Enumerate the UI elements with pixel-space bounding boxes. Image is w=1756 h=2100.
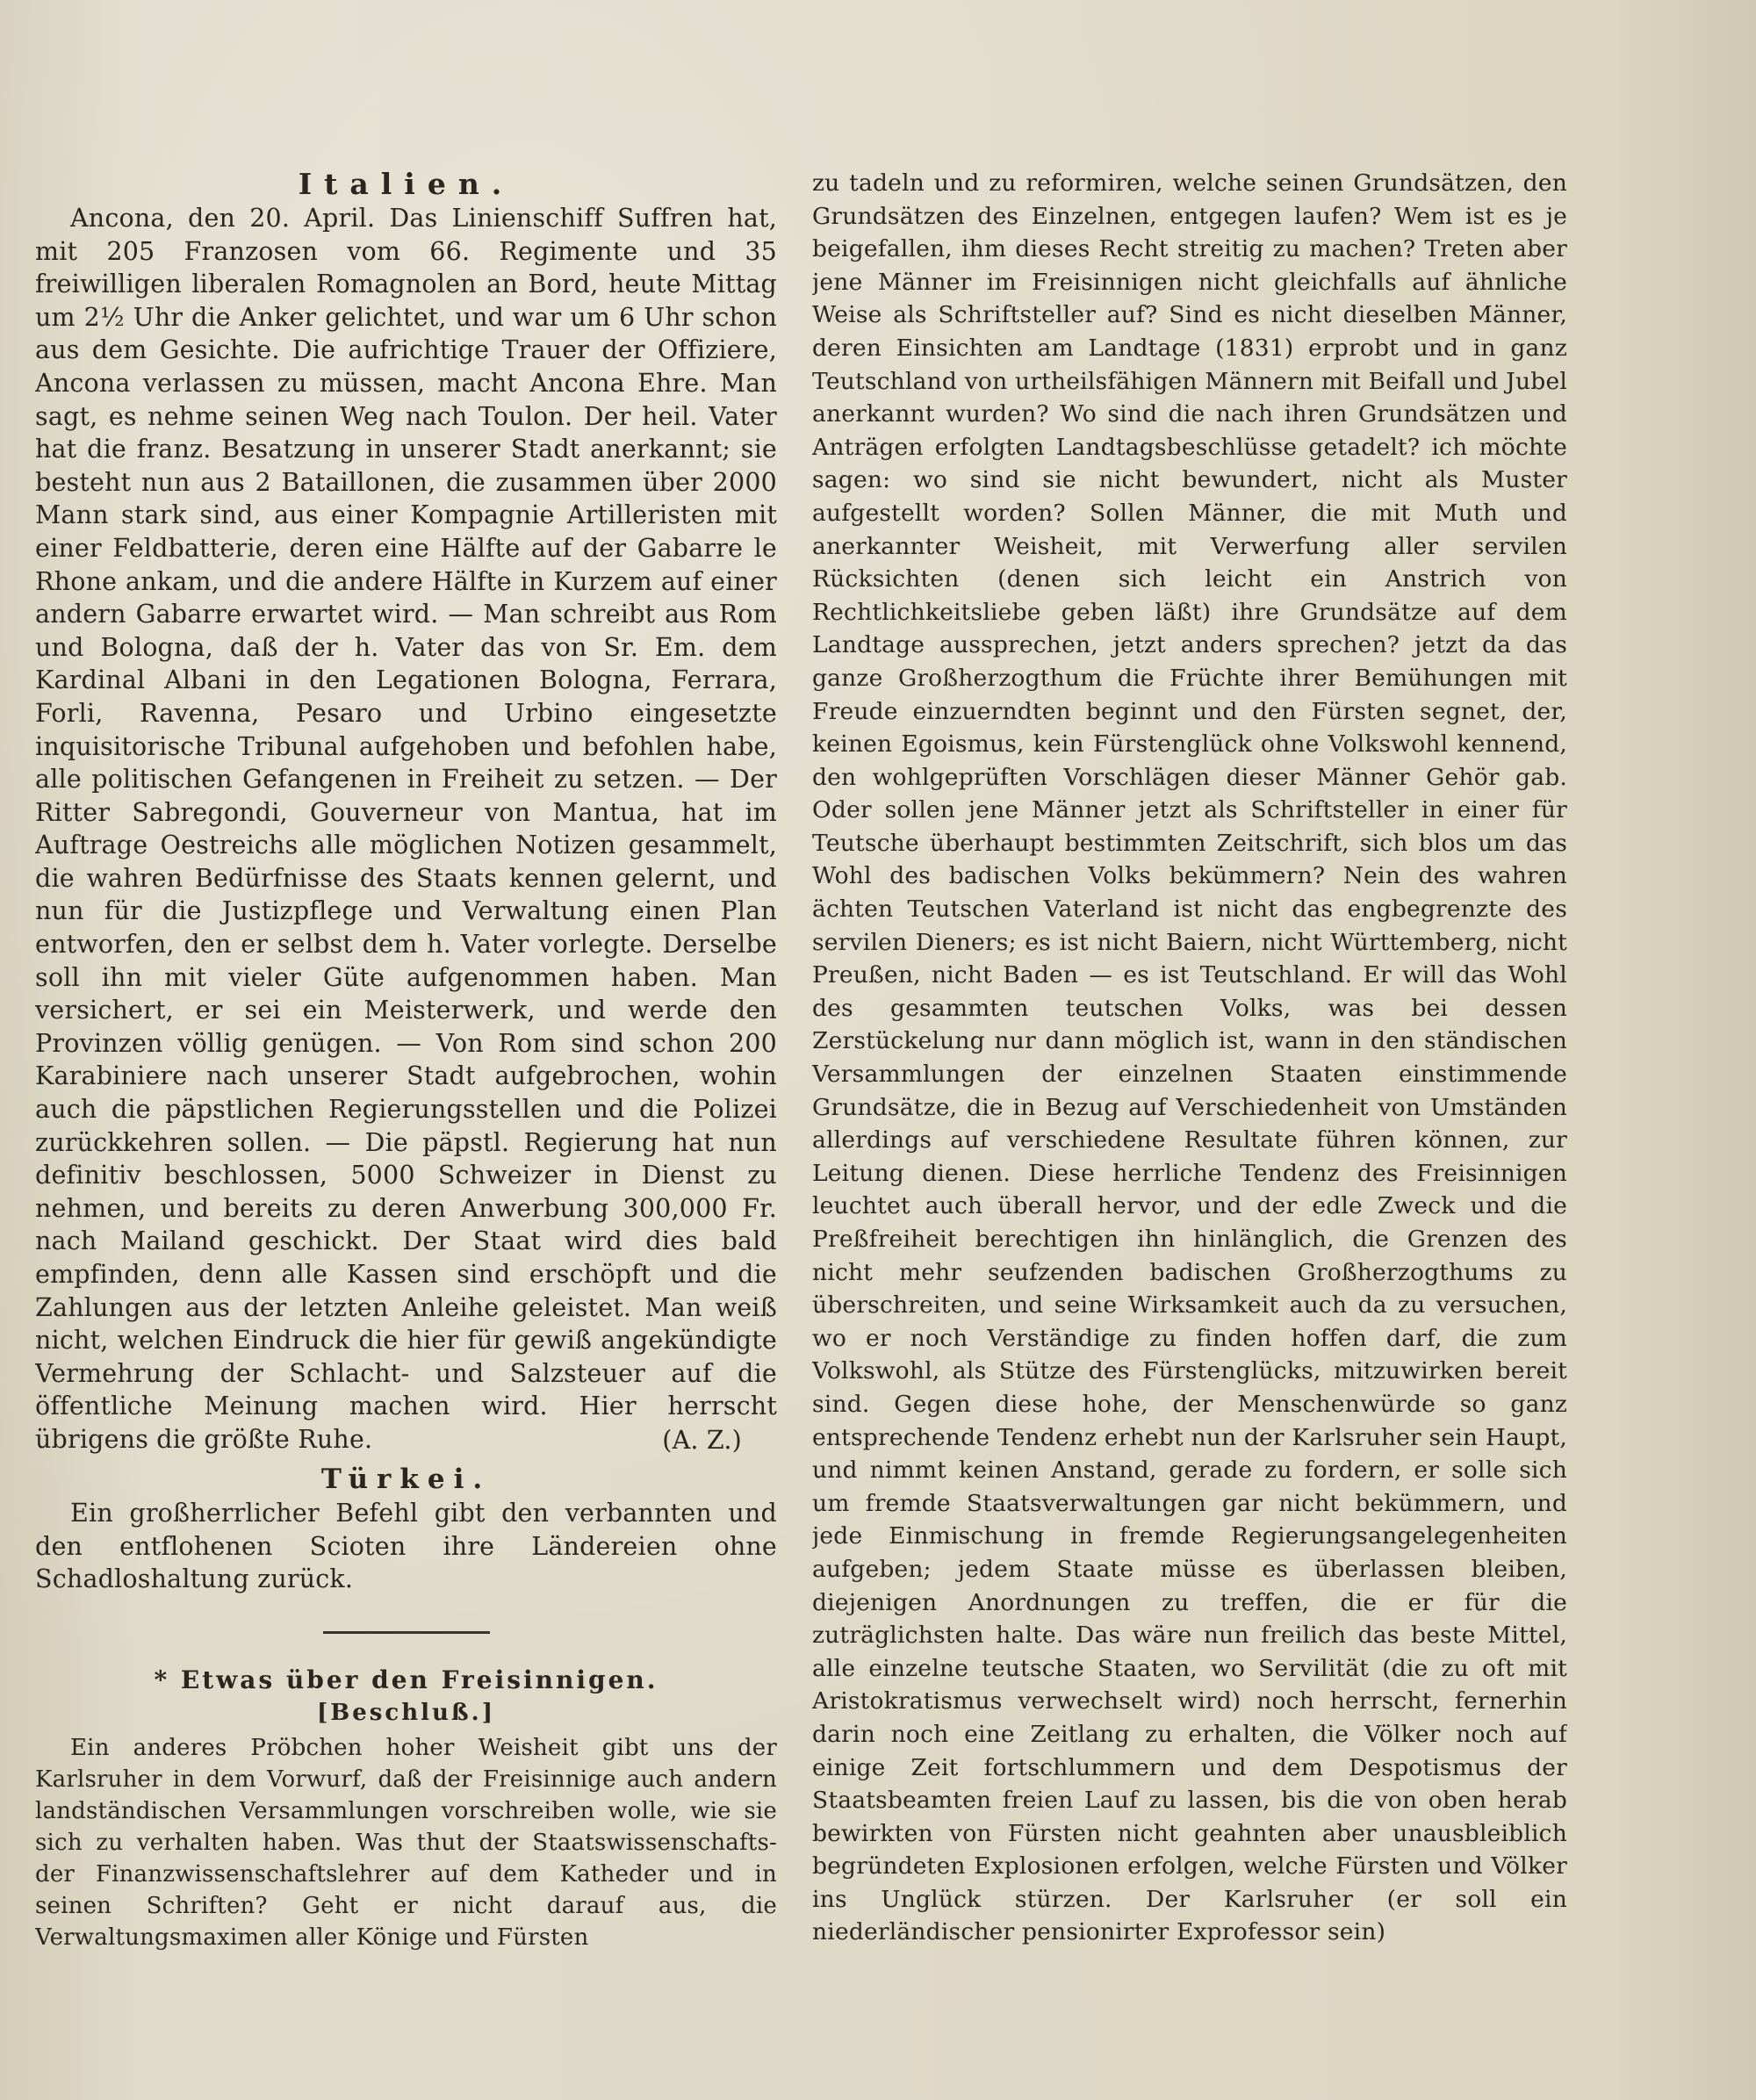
source-italien: (A. Z.)	[662, 1425, 742, 1455]
heading-tuerkei: Türkei.	[320, 1464, 492, 1496]
ancona-report: Ancona, den 20. April. Das Linienschiff Suffren hat, mit 205 Franzosen vom 66. Regimente und 35 freiwilligen liberalen Romagnolen an Bord, heute Mittag um 2½ Uhr die Anker gelichtet, und war um 6 Uhr schon aus dem Gesichte. Die aufrichtige Trauer der Offiziere, Ancona verlassen zu müssen, macht Ancona Ehre. Man sagt, es nehme seinen Weg nach Toulon. Der heil. Vater hat die franz. Besatzung in unserer Stadt anerkannt; sie besteht nun aus 2 Bataillonen, die zusammen über 2000 Mann stark sind, aus einer Kompagnie Artilleristen mit einer Feldbatterie, deren eine Hälfte auf der Gabarre le Rhone ankam, und die andere Hälfte in Kurzem auf einer andern Gabarre erwartet wird. — Man schreibt aus Rom und Bologna, daß der h. Vater das von Sr. Em. dem Kardinal Albani in den Legationen Bologna, Ferrara, Forli, Ravenna, Pesaro und Urbino eingesetzte inquisitorische Tribunal aufgehoben und befohlen habe, alle politischen Gefangenen in Freiheit zu setzen. — Der Ritter Sabregondi, Gouverneur von Mantua, hat im Auftrage Oestreichs alle möglichen Notizen gesammelt, die wahren Bedürfnisse des Staats kennen gelernt, und nun für die Justizpflege und Verwaltung einen Plan entworfen, den er selbst dem h. Vater vorlegte. Derselbe soll ihn mit vieler Güte aufgenommen haben. Man versichert, er sei ein Meisterwerk, und werde den Provinzen völlig genügen. — Von Rom sind schon 200 Karabiniere nach unserer Stadt aufgebrochen, wohin auch die päpstlichen Regierungsstellen und die Polizei zurückkehren sollen. — Die päpstl. Regierung hat nun definitiv beschlossen, 5000 Schweizer in Dienst zu nehmen, und bereits zu deren Anwerbung 300,000 Fr. nach Mailand geschickt. Der Staat wird dies bald empfinden, denn alle Kassen sind erschöpft und die Zahlungen aus der letzten Anleihe geleistet. Man weiß nicht, welchen Eindruck die hier für gewiß angekündigte Vermehrung der Schlacht- und Salzsteuer auf die öffentliche Meinung machen wird. Hier herrscht übrigens die größte Ruhe.	[35, 204, 777, 1454]
section-divider	[323, 1631, 490, 1634]
heading-italien: Italien.	[298, 167, 515, 201]
article-title: * Etwas über den Freisinnigen.	[154, 1665, 658, 1694]
left-column	[35, 167, 777, 1953]
tuerkei-report: Ein großherrlicher Befehl gibt den verbannten und den entflohenen Scioten ihre Ländereien ohne Schadloshaltung zurück.	[35, 1499, 777, 1594]
right-column	[812, 167, 1567, 1949]
article-text-right: zu tadeln und zu reformiren, welche seinen Grundsätzen, den Grundsätzen des Einzelnen, entgegen laufen? Wem ist es je beigefallen, ihm dieses Recht streitig zu machen? Treten aber jene Männer im Freisinnigen nicht gleichfalls auf ähnliche Weise als Schriftsteller auf? Sind es nicht dieselben Männer, deren Einsichten am Landtage (1831) erprobt und in ganz Teutschland von urtheilsfähigen Männern mit Beifall und Jubel anerkannt wurden? Wo sind die nach ihren Grundsätzen und Anträgen erfolgten Landtagsbeschlüsse getadelt? ich möchte sagen: wo sind sie nicht bewundert, nicht als Muster aufgestellt worden? Sollen Männer, die mit Muth und anerkannter Weisheit, mit Verwerfung aller servilen Rücksichten (denen sich leicht ein Anstrich von Rechtlichkeitsliebe geben läßt) ihre Grundsätze auf dem Landtage aussprechen, jetzt anders sprechen? jetzt da das ganze Großherzogthum die Früchte ihrer Bemühungen mit Freude einzuerndten beginnt und den Fürsten segnet, der, keinen Egoismus, kein Fürstenglück ohne Volkswohl kennend, den wohlgeprüften Vorschlägen dieser Männer Gehör gab. Oder sollen jene Männer jetzt als Schriftsteller in einer für Teutsche überhaupt bestimmten Zeitschrift, sich blos um das Wohl des badischen Volks bekümmern? Nein des wahren ächten Teutschen Vaterland ist nicht das engbegrenzte des servilen Dieners; es ist nicht Baiern, nicht Württemberg, nicht Preußen, nicht Baden — es ist Teutschland. Er will das Wohl des gesammten teutschen Volks, was bei dessen Zerstückelung nur dann möglich ist, wann in den ständischen Versammlungen der einzelnen Staaten einstimmende Grundsätze, die in Bezug auf Verschiedenheit von Umständen allerdings auf verschiedene Resultate führen können, zur Leitung dienen. Diese herrliche Tendenz des Freisinnigen leuchtet auch überall hervor, und der edle Zweck und die Preßfreiheit berechtigen ihn hinlänglich, die Grenzen des nicht mehr seufzenden badischen Großherzogthums zu überschreiten, und seine Wirksamkeit auch da zu versuchen, wo er noch Verständige zu finden hoffen darf, die zum Volkswohl, als Stütze des Fürstenglücks, mitzuwirken bereit sind. Gegen diese hohe, der Menschenwürde so ganz entsprechende Tendenz erhebt nun der Karlsruher sein Haupt, und nimmt keinen Anstand, gerade zu fordern, er solle sich um fremde Staatsverwaltungen gar nicht bekümmern, und jede Einmischung in fremde Regierungsangelegenheiten aufgeben; jedem Staate müsse es überlassen bleiben, diejenigen Anordnungen zu treffen, die er für die zuträglichsten halte. Das wäre nun freilich das beste Mittel, alle einzelne teutsche Staaten, wo Servilität (die zu oft mit Aristokratismus verwechselt wird) noch herrscht, fernerhin darin noch eine Zeitlang zu erhalten, die Völker noch auf einige Zeit fortschlummern und dem Despotismus der Staatsbeamten freien Lauf zu lassen, bis die von oben herab bewirkten von Fürsten nicht geahnten aber unausbleiblich begründeten Explosionen erfolgen, welche Fürsten und Völker ins Unglück stürzen. Der Karlsruher (er soll ein niederländischer pensionirter Exprofessor sein)	[812, 169, 1567, 1946]
article-subtitle: [Beschluß.]	[316, 1699, 496, 1726]
article-text-left: Ein anderes Pröbchen hoher Weisheit gibt uns der Karlsruher in dem Vorwurf, daß der Freisinnige auch andern landständischen Versammlungen vorschreiben wolle, wie sie sich zu verhalten haben. Was thut der Staatswissenschafts- der Finanzwissenschaftslehrer auf dem Katheder und in seinen Schriften? Geht er nicht darauf aus, die Verwaltungsmaximen aller Könige und Fürsten	[35, 1734, 777, 1951]
